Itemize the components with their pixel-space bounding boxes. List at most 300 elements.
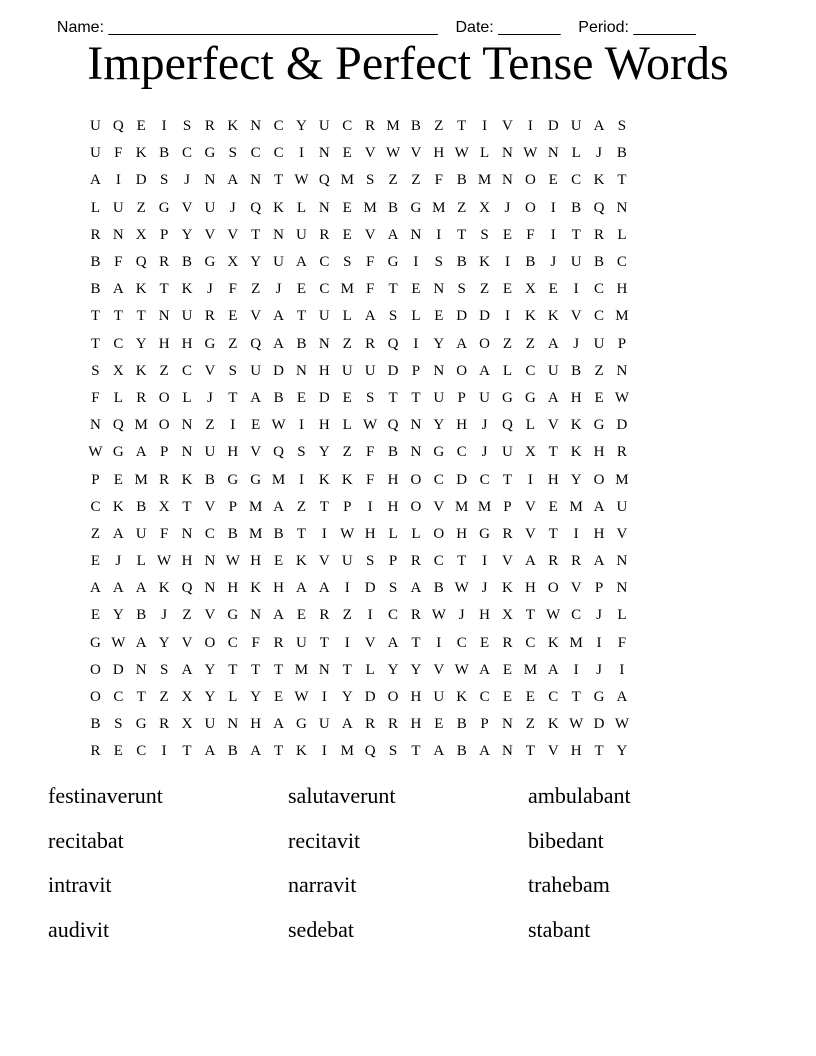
grid-letter[interactable]: I xyxy=(436,226,442,243)
grid-letter[interactable]: F xyxy=(114,145,123,162)
grid-letter[interactable]: W xyxy=(569,716,584,733)
grid-letter[interactable]: K xyxy=(479,254,490,271)
grid-letter[interactable]: P xyxy=(411,362,421,379)
grid-letter[interactable]: A xyxy=(433,743,445,760)
grid-letter[interactable]: K xyxy=(158,580,170,597)
grid-letter[interactable]: O xyxy=(433,525,445,542)
grid-letter[interactable]: Q xyxy=(593,199,605,216)
grid-letter[interactable]: A xyxy=(479,362,490,379)
grid-letter[interactable]: N xyxy=(181,525,193,542)
grid-letter[interactable]: U xyxy=(112,199,124,216)
grid-letter[interactable]: I xyxy=(367,498,373,515)
grid-letter[interactable]: T xyxy=(136,689,146,706)
grid-letter[interactable]: P xyxy=(503,498,512,515)
grid-letter[interactable]: A xyxy=(250,389,262,406)
grid-letter[interactable]: T xyxy=(525,607,535,624)
grid-letter[interactable]: C xyxy=(342,118,353,135)
grid-letter[interactable]: X xyxy=(158,498,170,515)
grid-letter[interactable]: S xyxy=(388,743,398,760)
grid-letter[interactable]: Y xyxy=(296,118,307,135)
grid-letter[interactable]: K xyxy=(593,172,605,189)
grid-letter[interactable]: H xyxy=(570,389,582,406)
grid-letter[interactable]: J xyxy=(481,580,488,597)
grid-letter[interactable]: C xyxy=(525,362,536,379)
grid-letter[interactable]: J xyxy=(596,607,602,624)
grid-letter[interactable]: Z xyxy=(480,281,490,298)
grid-letter[interactable]: N xyxy=(616,362,628,379)
grid-letter[interactable]: Q xyxy=(387,335,399,352)
grid-letter[interactable]: Z xyxy=(159,362,169,379)
grid-letter[interactable]: Z xyxy=(90,525,101,542)
grid-letter[interactable]: Q xyxy=(135,254,147,271)
grid-letter[interactable]: N xyxy=(135,661,147,678)
grid-letter[interactable]: T xyxy=(571,689,581,706)
grid-letter[interactable]: E xyxy=(296,281,307,298)
grid-letter[interactable]: N xyxy=(204,172,216,189)
grid-letter[interactable]: G xyxy=(250,471,262,488)
grid-letter[interactable]: H xyxy=(593,444,605,461)
grid-letter[interactable]: B xyxy=(433,580,444,597)
grid-letter[interactable]: P xyxy=(343,498,352,515)
grid-letter[interactable]: C xyxy=(113,335,124,352)
grid-letter[interactable]: D xyxy=(273,362,284,379)
grid-letter[interactable]: L xyxy=(113,389,123,406)
grid-letter[interactable]: E xyxy=(342,145,352,162)
grid-letter[interactable]: B xyxy=(616,145,627,162)
grid-letter[interactable]: E xyxy=(502,689,513,706)
grid-letter[interactable]: H xyxy=(250,553,262,570)
grid-letter[interactable]: V xyxy=(547,743,559,760)
grid-letter[interactable]: E xyxy=(90,607,101,624)
grid-letter[interactable]: T xyxy=(273,172,284,189)
grid-letter[interactable]: E xyxy=(480,634,490,651)
grid-letter[interactable]: T xyxy=(273,743,284,760)
grid-letter[interactable]: V xyxy=(616,525,628,542)
grid-letter[interactable]: C xyxy=(525,634,536,651)
grid-letter[interactable]: I xyxy=(482,118,488,135)
grid-letter[interactable]: Y xyxy=(204,661,216,678)
grid-letter[interactable]: A xyxy=(112,580,124,597)
grid-letter[interactable]: G xyxy=(593,417,605,434)
grid-letter[interactable]: M xyxy=(340,743,354,760)
grid-letter[interactable]: I xyxy=(298,417,304,434)
grid-letter[interactable]: P xyxy=(457,389,466,406)
grid-letter[interactable]: T xyxy=(594,743,604,760)
grid-letter[interactable]: T xyxy=(273,661,284,678)
grid-letter[interactable]: B xyxy=(594,254,605,271)
grid-letter[interactable]: D xyxy=(112,661,124,678)
grid-letter[interactable]: N xyxy=(547,145,559,162)
grid-letter[interactable]: R xyxy=(204,308,215,325)
grid-letter[interactable]: C xyxy=(227,634,238,651)
grid-letter[interactable]: A xyxy=(547,335,559,352)
grid-letter[interactable]: T xyxy=(457,118,467,135)
grid-letter[interactable]: A xyxy=(593,118,605,135)
grid-letter[interactable]: H xyxy=(273,580,284,597)
grid-letter[interactable]: I xyxy=(367,607,373,624)
grid-letter[interactable]: T xyxy=(342,661,352,678)
grid-letter[interactable]: J xyxy=(550,254,557,271)
grid-letter[interactable]: C xyxy=(616,254,627,271)
grid-letter[interactable]: A xyxy=(593,498,605,515)
grid-letter[interactable]: A xyxy=(227,172,239,189)
grid-letter[interactable]: A xyxy=(273,308,284,325)
grid-letter[interactable]: A xyxy=(112,525,124,542)
grid-letter[interactable]: O xyxy=(90,661,101,678)
grid-letter[interactable]: W xyxy=(294,689,309,706)
grid-letter[interactable]: B xyxy=(456,172,467,189)
grid-letter[interactable]: U xyxy=(341,553,353,570)
grid-letter[interactable]: L xyxy=(136,553,146,570)
grid-letter[interactable]: U xyxy=(341,362,353,379)
grid-letter[interactable]: I xyxy=(596,634,602,651)
grid-letter[interactable]: F xyxy=(114,254,123,271)
grid-letter[interactable]: Q xyxy=(318,172,330,189)
grid-letter[interactable]: C xyxy=(319,281,330,298)
grid-letter[interactable]: S xyxy=(365,389,375,406)
grid-letter[interactable]: I xyxy=(321,689,327,706)
grid-letter[interactable]: B xyxy=(204,471,215,488)
grid-letter[interactable]: Y xyxy=(204,689,216,706)
grid-letter[interactable]: H xyxy=(181,553,193,570)
grid-letter[interactable]: A xyxy=(273,498,284,515)
grid-letter[interactable]: T xyxy=(388,389,398,406)
grid-letter[interactable]: I xyxy=(436,634,442,651)
grid-letter[interactable]: M xyxy=(615,308,629,325)
grid-letter[interactable]: L xyxy=(342,308,352,325)
grid-letter[interactable]: E xyxy=(136,118,146,135)
grid-letter[interactable]: U xyxy=(181,308,193,325)
grid-letter[interactable]: U xyxy=(364,362,376,379)
grid-letter[interactable]: S xyxy=(91,362,100,379)
grid-letter[interactable]: C xyxy=(456,634,467,651)
grid-letter[interactable]: J xyxy=(573,335,580,352)
grid-letter[interactable]: Z xyxy=(525,716,535,733)
grid-letter[interactable]: E xyxy=(296,389,307,406)
grid-letter[interactable]: H xyxy=(593,525,605,542)
grid-letter[interactable]: E xyxy=(90,553,101,570)
grid-letter[interactable]: P xyxy=(594,580,604,597)
grid-letter[interactable]: I xyxy=(619,661,625,678)
grid-letter[interactable]: A xyxy=(135,580,147,597)
grid-letter[interactable]: X xyxy=(227,254,239,271)
grid-letter[interactable]: C xyxy=(548,689,559,706)
grid-letter[interactable]: V xyxy=(250,308,262,325)
grid-letter[interactable]: L xyxy=(411,525,421,542)
grid-letter[interactable]: N xyxy=(433,362,445,379)
grid-letter[interactable]: X xyxy=(502,607,513,624)
grid-letter[interactable]: A xyxy=(250,743,262,760)
grid-letter[interactable]: V xyxy=(250,444,262,461)
grid-letter[interactable]: I xyxy=(527,118,533,135)
grid-letter[interactable]: Q xyxy=(181,580,193,597)
grid-letter[interactable]: Y xyxy=(410,661,422,678)
grid-letter[interactable]: F xyxy=(251,634,260,651)
grid-letter[interactable]: C xyxy=(273,118,284,135)
grid-letter[interactable]: V xyxy=(570,580,582,597)
grid-letter[interactable]: R xyxy=(319,607,330,624)
grid-letter[interactable]: J xyxy=(596,661,602,678)
grid-letter[interactable]: V xyxy=(204,607,216,624)
grid-letter[interactable]: M xyxy=(477,498,492,515)
grid-letter[interactable]: H xyxy=(318,362,330,379)
grid-letter[interactable]: N xyxy=(296,362,307,379)
grid-letter[interactable]: U xyxy=(318,118,330,135)
grid-letter[interactable]: B xyxy=(90,254,101,271)
grid-letter[interactable]: H xyxy=(456,525,468,542)
grid-letter[interactable]: R xyxy=(594,226,605,243)
grid-letter[interactable]: J xyxy=(229,199,236,216)
grid-letter[interactable]: V xyxy=(502,553,513,570)
grid-letter[interactable]: R xyxy=(159,716,170,733)
grid-letter[interactable]: B xyxy=(388,444,399,461)
grid-letter[interactable]: N xyxy=(204,580,216,597)
grid-letter[interactable]: R xyxy=(90,226,101,243)
grid-letter[interactable]: K xyxy=(112,498,124,515)
grid-letter[interactable]: O xyxy=(204,634,216,651)
grid-letter[interactable]: E xyxy=(502,661,513,678)
grid-letter[interactable]: A xyxy=(547,661,559,678)
grid-letter[interactable]: C xyxy=(571,607,582,624)
grid-letter[interactable]: U xyxy=(570,254,582,271)
grid-letter[interactable]: M xyxy=(432,199,446,216)
grid-letter[interactable]: E xyxy=(548,498,558,515)
grid-letter[interactable]: T xyxy=(228,389,238,406)
grid-letter[interactable]: V xyxy=(433,661,445,678)
grid-letter[interactable]: V xyxy=(502,118,513,135)
grid-letter[interactable]: C xyxy=(90,498,101,515)
grid-letter[interactable]: E xyxy=(548,281,558,298)
grid-letter[interactable]: E xyxy=(113,471,123,488)
grid-letter[interactable]: J xyxy=(161,607,168,624)
grid-letter[interactable]: Z xyxy=(159,689,169,706)
grid-letter[interactable]: O xyxy=(158,389,170,406)
grid-letter[interactable]: E xyxy=(113,743,123,760)
grid-letter[interactable]: D xyxy=(456,308,468,325)
grid-letter[interactable]: U xyxy=(433,689,445,706)
grid-letter[interactable]: I xyxy=(161,743,167,760)
grid-letter[interactable]: Z xyxy=(251,281,261,298)
grid-letter[interactable]: T xyxy=(411,743,421,760)
grid-letter[interactable]: E xyxy=(434,308,444,325)
grid-letter[interactable]: H xyxy=(479,607,490,624)
grid-letter[interactable]: Y xyxy=(341,689,353,706)
grid-letter[interactable]: N xyxy=(318,661,330,678)
grid-letter[interactable]: K xyxy=(547,308,559,325)
grid-letter[interactable]: Z xyxy=(594,362,604,379)
grid-letter[interactable]: I xyxy=(573,661,579,678)
grid-letter[interactable]: V xyxy=(227,226,239,243)
grid-letter[interactable]: Y xyxy=(250,689,262,706)
grid-letter[interactable]: M xyxy=(363,199,377,216)
grid-letter[interactable]: D xyxy=(364,689,376,706)
grid-letter[interactable]: K xyxy=(135,362,147,379)
grid-letter[interactable]: E xyxy=(342,226,352,243)
grid-letter[interactable]: L xyxy=(525,417,535,434)
grid-letter[interactable]: K xyxy=(296,553,307,570)
grid-letter[interactable]: R xyxy=(136,389,147,406)
grid-letter[interactable]: D xyxy=(479,308,490,325)
grid-letter[interactable]: H xyxy=(524,580,536,597)
grid-letter[interactable]: N xyxy=(410,226,422,243)
grid-letter[interactable]: U xyxy=(318,308,330,325)
grid-letter[interactable]: M xyxy=(134,471,148,488)
grid-letter[interactable]: S xyxy=(297,444,306,461)
grid-letter[interactable]: G xyxy=(227,471,239,488)
grid-letter[interactable]: H xyxy=(547,471,559,488)
grid-letter[interactable]: A xyxy=(181,661,193,678)
grid-letter[interactable]: H xyxy=(387,498,399,515)
grid-letter[interactable]: A xyxy=(273,335,284,352)
grid-letter[interactable]: A xyxy=(524,553,536,570)
grid-letter[interactable]: F xyxy=(365,471,375,488)
grid-letter[interactable]: X xyxy=(524,444,536,461)
grid-letter[interactable]: A xyxy=(364,308,376,325)
grid-letter[interactable]: J xyxy=(596,145,602,162)
grid-letter[interactable]: P xyxy=(617,335,627,352)
grid-letter[interactable]: L xyxy=(480,145,490,162)
grid-letter[interactable]: R xyxy=(204,118,215,135)
grid-letter[interactable]: C xyxy=(479,471,490,488)
grid-letter[interactable]: R xyxy=(410,553,421,570)
grid-letter[interactable]: M xyxy=(294,661,309,678)
grid-letter[interactable]: R xyxy=(365,335,376,352)
grid-letter[interactable]: J xyxy=(115,553,122,570)
grid-letter[interactable]: V xyxy=(181,634,193,651)
grid-letter[interactable]: K xyxy=(547,716,559,733)
grid-letter[interactable]: E xyxy=(273,689,284,706)
grid-letter[interactable]: T xyxy=(502,471,513,488)
grid-letter[interactable]: S xyxy=(159,172,169,189)
grid-letter[interactable]: F xyxy=(159,525,169,542)
grid-letter[interactable]: W xyxy=(454,580,469,597)
grid-letter[interactable]: N xyxy=(204,553,216,570)
grid-letter[interactable]: C xyxy=(571,172,582,189)
grid-letter[interactable]: H xyxy=(387,471,399,488)
grid-letter[interactable]: W xyxy=(546,607,561,624)
grid-letter[interactable]: J xyxy=(206,389,213,406)
grid-letter[interactable]: N xyxy=(410,417,422,434)
grid-letter[interactable]: W xyxy=(340,525,355,542)
grid-letter[interactable]: A xyxy=(387,226,399,243)
grid-letter[interactable]: T xyxy=(525,743,535,760)
grid-letter[interactable]: Q xyxy=(387,417,399,434)
grid-letter[interactable]: M xyxy=(340,281,354,298)
grid-letter[interactable]: B xyxy=(525,254,536,271)
grid-letter[interactable]: B xyxy=(159,145,170,162)
grid-letter[interactable]: O xyxy=(90,689,101,706)
grid-letter[interactable]: Z xyxy=(525,335,535,352)
grid-letter[interactable]: S xyxy=(480,226,489,243)
grid-letter[interactable]: B xyxy=(571,199,582,216)
grid-letter[interactable]: E xyxy=(411,281,421,298)
grid-letter[interactable]: U xyxy=(204,444,216,461)
grid-letter[interactable]: U xyxy=(250,362,262,379)
grid-letter[interactable]: B xyxy=(273,525,284,542)
grid-letter[interactable]: D xyxy=(547,118,559,135)
grid-letter[interactable]: N xyxy=(502,172,513,189)
grid-letter[interactable]: I xyxy=(527,471,533,488)
grid-letter[interactable]: Y xyxy=(616,743,628,760)
grid-letter[interactable]: Z xyxy=(296,498,307,515)
grid-letter[interactable]: Z xyxy=(457,199,467,216)
grid-letter[interactable]: Y xyxy=(250,254,262,271)
grid-letter[interactable]: Q xyxy=(364,743,376,760)
grid-letter[interactable]: Y xyxy=(112,607,124,624)
grid-letter[interactable]: K xyxy=(181,281,193,298)
grid-letter[interactable]: U xyxy=(90,145,101,162)
grid-letter[interactable]: R xyxy=(159,254,170,271)
grid-letter[interactable]: L xyxy=(411,308,421,325)
grid-letter[interactable]: N xyxy=(318,199,330,216)
grid-letter[interactable]: T xyxy=(296,308,307,325)
grid-letter[interactable]: X xyxy=(112,362,124,379)
grid-letter[interactable]: S xyxy=(114,716,123,733)
grid-letter[interactable]: P xyxy=(159,226,169,243)
grid-letter[interactable]: V xyxy=(204,362,216,379)
grid-letter[interactable]: O xyxy=(524,199,536,216)
grid-letter[interactable]: K xyxy=(227,118,239,135)
grid-letter[interactable]: C xyxy=(456,444,467,461)
grid-letter[interactable]: H xyxy=(410,716,422,733)
grid-letter[interactable]: I xyxy=(550,226,556,243)
grid-letter[interactable]: U xyxy=(570,118,582,135)
grid-letter[interactable]: W xyxy=(111,634,126,651)
grid-letter[interactable]: O xyxy=(410,471,422,488)
grid-letter[interactable]: E xyxy=(502,281,513,298)
grid-letter[interactable]: L xyxy=(617,226,627,243)
grid-letter[interactable]: C xyxy=(594,281,605,298)
grid-letter[interactable]: I xyxy=(298,471,304,488)
grid-letter[interactable]: B xyxy=(456,743,467,760)
grid-letter[interactable]: C xyxy=(433,553,444,570)
grid-letter[interactable]: B xyxy=(182,254,193,271)
grid-letter[interactable]: O xyxy=(547,580,559,597)
grid-letter[interactable]: K xyxy=(570,417,582,434)
grid-letter[interactable]: Y xyxy=(570,471,582,488)
grid-letter[interactable]: Y xyxy=(158,634,170,651)
grid-letter[interactable]: O xyxy=(456,362,468,379)
grid-letter[interactable]: K xyxy=(135,145,147,162)
grid-letter[interactable]: N xyxy=(410,444,422,461)
grid-letter[interactable]: V xyxy=(524,498,536,515)
grid-letter[interactable]: V xyxy=(181,199,193,216)
grid-letter[interactable]: H xyxy=(456,417,468,434)
grid-letter[interactable]: C xyxy=(136,743,147,760)
grid-letter[interactable]: N xyxy=(158,308,170,325)
grid-letter[interactable]: K xyxy=(456,689,468,706)
grid-letter[interactable]: V xyxy=(524,525,536,542)
grid-letter[interactable]: L xyxy=(617,607,627,624)
grid-letter[interactable]: Q xyxy=(250,335,262,352)
grid-letter[interactable]: G xyxy=(158,199,170,216)
grid-letter[interactable]: Z xyxy=(388,172,398,189)
grid-letter[interactable]: L xyxy=(388,525,398,542)
grid-letter[interactable]: U xyxy=(204,716,216,733)
grid-letter[interactable]: B xyxy=(136,498,147,515)
grid-letter[interactable]: Z xyxy=(411,172,421,189)
grid-letter[interactable]: B xyxy=(227,525,238,542)
grid-letter[interactable]: V xyxy=(204,226,216,243)
grid-letter[interactable]: G xyxy=(204,335,216,352)
grid-letter[interactable]: H xyxy=(570,743,582,760)
grid-letter[interactable]: T xyxy=(182,743,192,760)
grid-letter[interactable]: E xyxy=(273,553,284,570)
grid-letter[interactable]: Y xyxy=(135,335,147,352)
grid-letter[interactable]: Z xyxy=(228,335,238,352)
grid-letter[interactable]: R xyxy=(273,634,284,651)
grid-letter[interactable]: M xyxy=(615,471,629,488)
